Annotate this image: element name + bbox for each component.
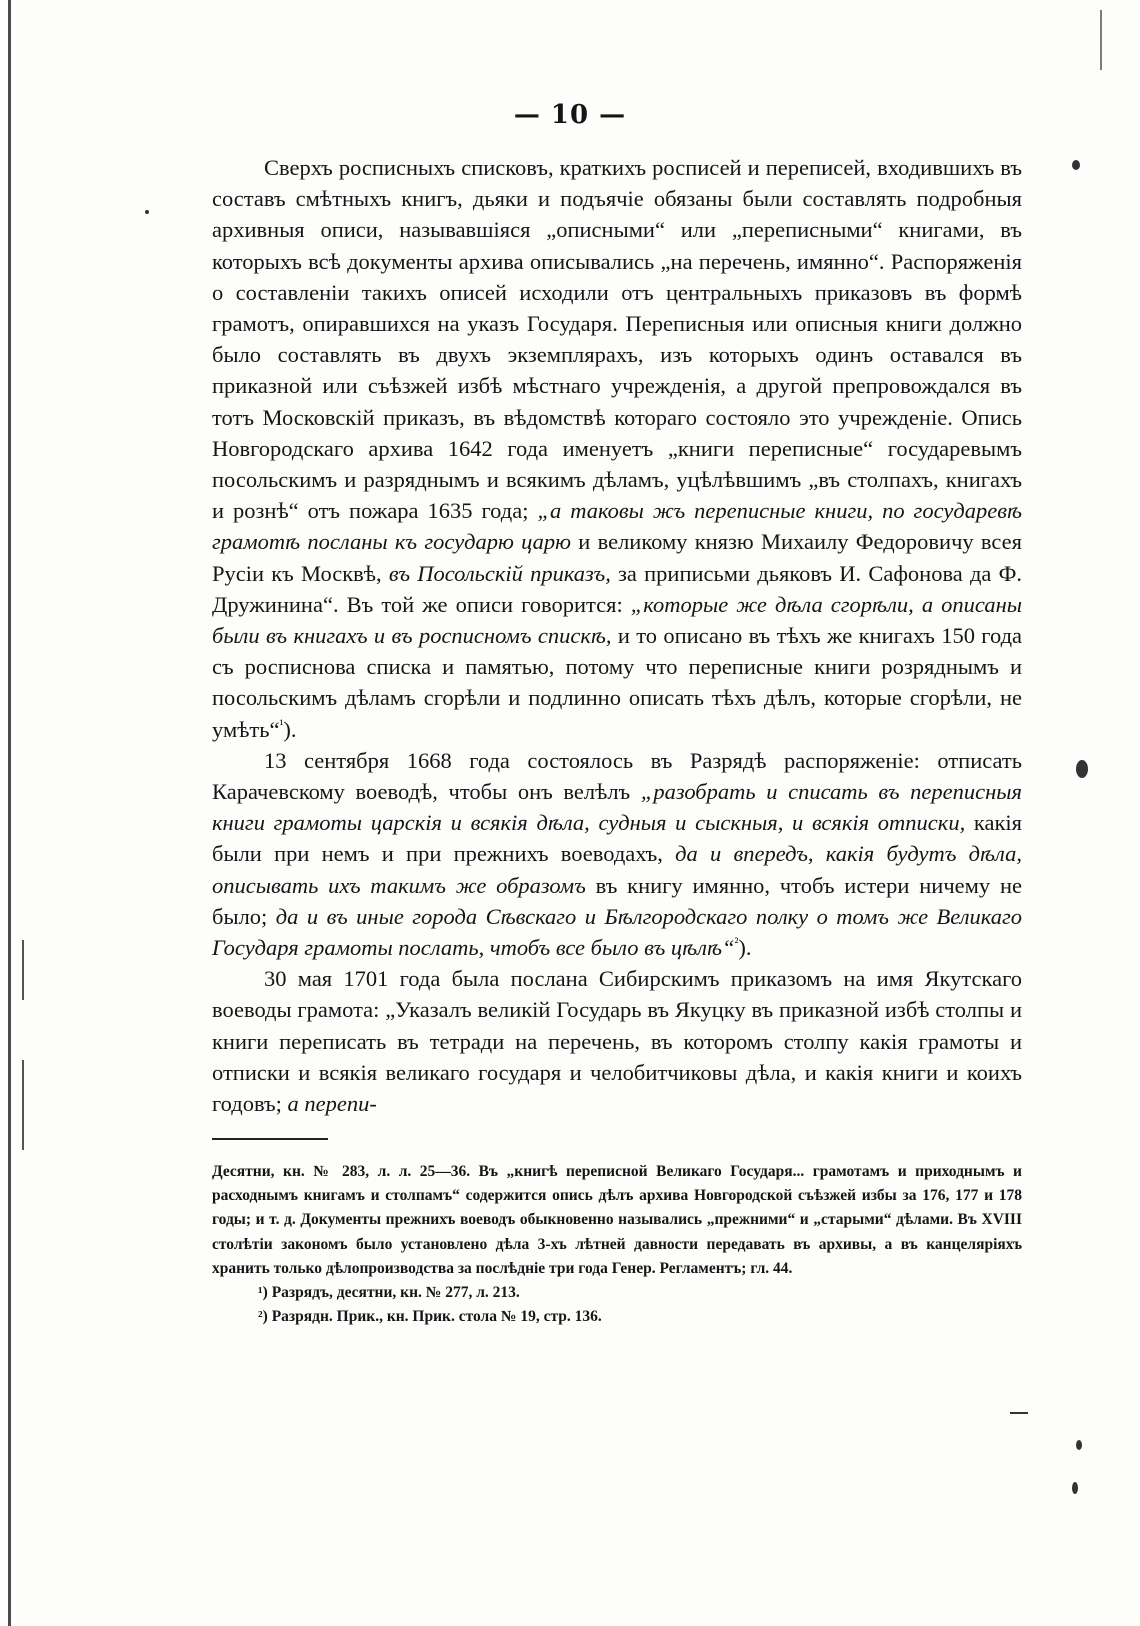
scan-speck [1076, 1440, 1082, 1450]
text-run: и то описано въ тѣхъ же книгахъ 150 года съ росписнова списка и памятью, потому что переписные книги розряднымъ и посольскимъ дѣламъ сгорѣли и подлинно описать тѣхъ дѣлъ, которые сгорѣли, не умѣть“ [212, 623, 1023, 742]
text-run-italic: въ Посольскій приказъ, [388, 560, 611, 586]
page-number: — 10 — [513, 100, 627, 130]
page-edge-mark [1100, 10, 1102, 70]
footnote-separator [212, 1138, 328, 1140]
paragraph-1 [212, 152, 1022, 745]
text-run-italic: да и въ иные города Сѣвскаго и Бѣлгородскаго полку о томъ же Великаго Государя грамоты послать, чтобъ все было въ цѣлѣ“ [212, 903, 1023, 961]
text-run-italic: „а таковы жъ переписные книги, по государевѣ грамотѣ посланы къ государю царю [212, 498, 1022, 555]
footnote-2 [212, 1305, 1022, 1329]
scan-speck [1076, 760, 1088, 778]
text-run-italic: „которые же дѣла сгорѣли, а описаны были въ книгахъ и въ росписномъ спискѣ, [212, 591, 1022, 649]
text-run: какія были при немъ и при прежнихъ воеводахъ, [212, 810, 1023, 867]
main-text [212, 152, 1022, 1119]
text-run-italic: да и впередъ, какія будутъ дѣла, описывать ихъ такимъ же образомъ [212, 841, 1022, 898]
text-run: за приписьми дьяковъ И. Сафонова да Ф. Дружинина“. Въ той же описи говорится: [212, 560, 1023, 617]
page-edge-left [8, 0, 11, 1626]
scan-speck [22, 1060, 24, 1150]
footnote-marker: ²) [258, 1308, 268, 1326]
scan-speck [22, 940, 24, 1000]
text-run: 30 мая 1701 года была послана Сибирскимъ приказомъ на имя Якутскаго воеводы грамота: „Указалъ великій Государь въ Якуцку въ приказной избѣ столпы и книги переписать въ тетради на перечень, въ которомъ столпу какія грамоты и отписки и всякія великаго государя и челобитчиковы дѣла, и какія книги и коихъ годовъ; [212, 966, 1022, 1117]
footnote-marker: ¹) [258, 1284, 268, 1302]
footnote-1 [212, 1281, 1022, 1305]
footnote-text: Разрядъ, десятни, кн. № 277, л. 213. [267, 1284, 520, 1302]
text-run: ). [738, 935, 752, 961]
text-run: въ книгу имянно, чтобъ истери ничему не было; [212, 872, 1022, 929]
footnote-text: Разрядн. Прик., кн. Прик. стола № 19, стр. 136. [267, 1308, 602, 1326]
scan-speck [1072, 1482, 1078, 1494]
text-run: Сверхъ росписныхъ списковъ, краткихъ росписей и переписей, входившихъ въ составъ смѣтныхъ книгъ, дьяки и подъячіе обязаны были составлять подробныя архивныя описи, называвшіяся „описными“ или „переписными“ книгами, въ которыхъ всѣ документы архива описывались „на перечень, имянно“. Распоряженія о составленіи такихъ описей исходили отъ центральныхъ приказовъ въ формѣ грамотъ, опиравшихся на указъ Государя. Переписныя или описныя книги должно было составлять въ двухъ экземплярахъ, изъ которыхъ одинъ оставался въ приказной или съѣзжей избѣ мѣстнаго учрежденія, а другой препровождался въ тотъ Московскій приказъ, въ вѣдомствѣ котораго состояло это учрежденіе. Опись Новгородскаго архива 1642 года именуетъ „книги переписные“ государевымъ посольскимъ и разряднымъ и всякимъ дѣламъ, уцѣлѣвшимъ „въ столпахъ, книгахъ и рознѣ“ отъ пожара 1635 года; [212, 155, 1022, 524]
text-run-italic: а перепи- [287, 1091, 377, 1117]
paragraph-2 [212, 745, 1022, 963]
footnote-ref: ¹ [279, 716, 284, 732]
text-run: 13 сентября 1668 года состоялось въ Разрядѣ распоряженіе: отписать Карачевскому воеводѣ, чтобы онъ велѣлъ [212, 747, 1022, 805]
text-run: и великому князю Михаилу Федоровичу всея Русіи къ Москвѣ, [212, 529, 1022, 586]
scan-speck [145, 210, 149, 214]
scan-speck [1072, 160, 1080, 170]
text-run: ). [283, 716, 297, 742]
footnote-continuation: Десятни, кн. № 283, л. л. 25—36. Въ „книгѣ переписной Великаго Государя... грамотамъ и приходнымъ и расходнымъ книгамъ и столпамъ“ содержится опись дѣлъ архива Новгородской съѣзжей избы за 176, 177 и 178 годы; и т. д. Документы прежнихъ воеводъ обыкновенно назывались „прежними“ и „старыми“ дѣлами. Въ XVIII столѣтіи закономъ было установлено дѣла 3-хъ лѣтней давности передавать въ архивы, а въ канцеляріяхъ хранить только дѣлопроизводства за послѣдніе три года Генер. Регламентъ; гл. 44. [212, 1163, 1022, 1277]
paragraph-3 [212, 963, 1022, 1119]
scan-speck [1010, 1412, 1028, 1414]
footnotes [212, 1160, 1022, 1329]
text-run-italic: „разобрать и списать въ переписныя книги грамоты царскія и всякія дѣла, судныя и сыскныя, и всякія отписки, [212, 779, 1022, 836]
footnote-ref: ² [734, 934, 739, 950]
